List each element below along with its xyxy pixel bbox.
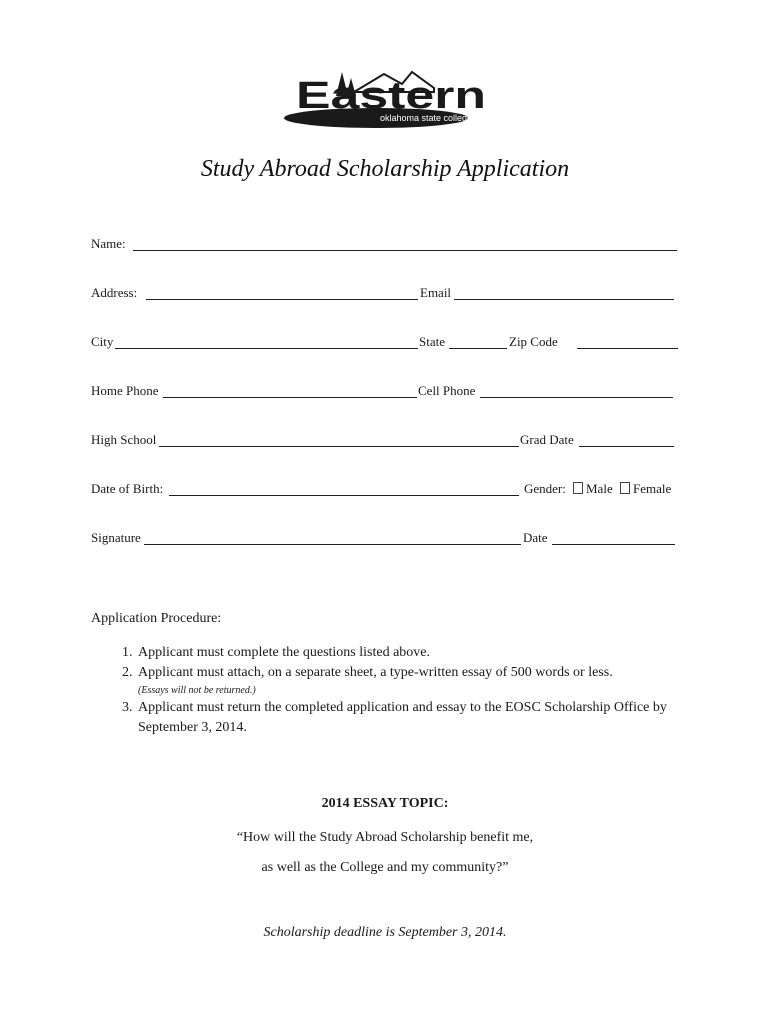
- essay-topic-heading: 2014 ESSAY TOPIC:: [321, 796, 449, 811]
- procedure-heading: Application Procedure:: [91, 611, 222, 626]
- male-label: Male: [586, 481, 613, 496]
- step-1-text: Applicant must complete the questions listed above.: [138, 645, 430, 660]
- city-label: City: [91, 334, 114, 349]
- city-field[interactable]: [115, 348, 418, 349]
- address-row: [91, 285, 681, 303]
- cell-phone-field[interactable]: [480, 397, 673, 398]
- home-phone-field[interactable]: [163, 397, 417, 398]
- grad-date-label: Grad Date: [520, 432, 574, 447]
- procedure-step-2: [136, 663, 716, 698]
- address-field[interactable]: [146, 299, 418, 300]
- high-school-field[interactable]: [159, 446, 519, 447]
- date-field[interactable]: [552, 544, 675, 545]
- gender-label: Gender:: [524, 481, 566, 496]
- college-logo: [284, 62, 490, 132]
- address-label: Address:: [91, 285, 138, 300]
- grad-date-field[interactable]: [579, 446, 674, 447]
- step-3-text: Applicant must return the completed application and essay to the EOSC Scholarship Office by September 3, 2014.: [138, 700, 667, 735]
- dob-field[interactable]: [169, 495, 519, 496]
- school-row: [91, 432, 681, 450]
- essay-return-note: (Essays will not be returned.): [138, 685, 256, 696]
- state-field[interactable]: [449, 348, 507, 349]
- signature-field[interactable]: [144, 544, 521, 545]
- name-row: [91, 236, 681, 254]
- zip-label: Zip Code: [509, 334, 558, 349]
- logo-tagline: oklahoma state college: [380, 113, 473, 123]
- gender-male-option[interactable]: [573, 481, 613, 497]
- email-label: Email: [420, 285, 452, 300]
- essay-question-line-1: “How will the Study Abroad Scholarship benefit me,: [236, 830, 534, 845]
- date-label: Date: [523, 530, 548, 545]
- procedure-list: [92, 643, 716, 738]
- name-label: Name:: [91, 236, 126, 251]
- procedure-step-1: [136, 643, 716, 663]
- zip-field[interactable]: [577, 348, 678, 349]
- essay-question-line-2: as well as the College and my community?”: [261, 860, 509, 875]
- dob-label: Date of Birth:: [91, 481, 164, 496]
- page-title: Study Abroad Scholarship Application: [200, 156, 570, 182]
- state-label: State: [419, 334, 445, 349]
- procedure-step-3: [136, 698, 716, 738]
- city-row: [91, 334, 681, 352]
- cell-phone-label: Cell Phone: [418, 383, 476, 398]
- email-field[interactable]: [454, 299, 674, 300]
- logo-wordmark: Eastern: [296, 75, 486, 117]
- dob-row: [91, 481, 681, 499]
- female-checkbox[interactable]: [620, 482, 630, 494]
- signature-label: Signature: [91, 530, 141, 545]
- name-field[interactable]: [133, 250, 677, 251]
- female-label: Female: [633, 481, 672, 496]
- signature-row: [91, 530, 681, 548]
- step-2-text: Applicant must attach, on a separate sheet, a type-written essay of 500 words or less.: [138, 665, 613, 680]
- high-school-label: High School: [91, 432, 157, 447]
- phone-row: [91, 383, 681, 401]
- male-checkbox[interactable]: [573, 482, 583, 494]
- home-phone-label: Home Phone: [91, 383, 159, 398]
- gender-female-option[interactable]: [620, 481, 671, 497]
- scholarship-deadline: Scholarship deadline is September 3, 2014.: [263, 925, 507, 940]
